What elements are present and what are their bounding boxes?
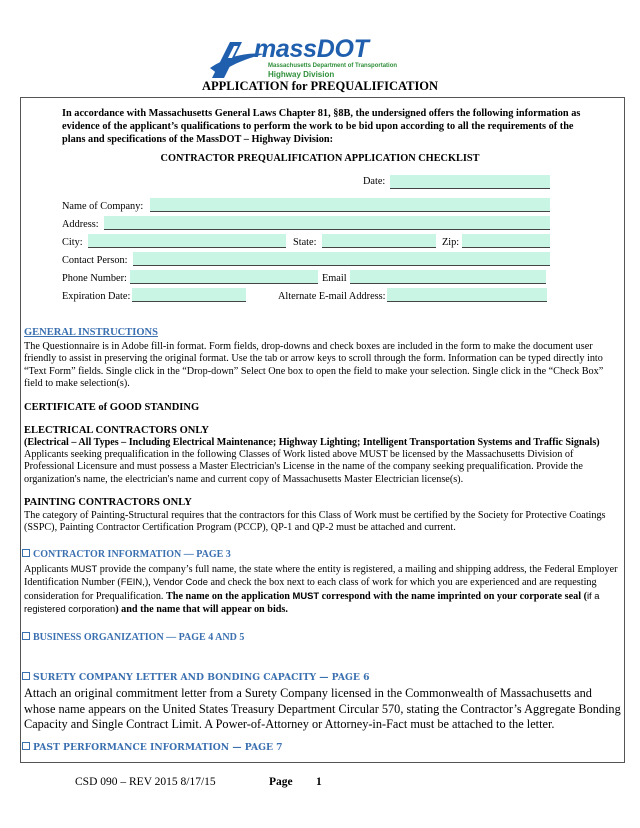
checkbox-icon[interactable] <box>22 632 30 640</box>
contractor-info-heading[interactable]: CONTRACTOR INFORMATION — PAGE 3 <box>22 549 231 560</box>
electrical-subheading: (Electrical – All Types – Including Electrical Maintenance; Highway Lighting; Intelligent Transportation Systems and Traffic Signals) <box>24 437 600 448</box>
city-input[interactable] <box>88 234 286 248</box>
checklist-title: CONTRACTOR PREQUALIFICATION APPLICATION CHECKLIST <box>160 153 480 164</box>
expiration-date-input[interactable] <box>132 288 246 302</box>
alt-email-label: Alternate E-mail Address: <box>278 291 386 302</box>
zip-input[interactable] <box>462 234 550 248</box>
electrical-text: Applicants seeking prequalification in the following Classes of Work listed above MUST be licensed by the Massachusetts Division of Professional Licensure and must possess a Master Electrician's License in the name of the company seeking prequalification. Provide the organization's name, the electrician's name and current copy of Massachusetts Master Electrician license(s). <box>24 449 583 485</box>
checkbox-icon[interactable] <box>22 672 30 680</box>
painting-heading: PAINTING CONTRACTORS ONLY <box>24 497 192 508</box>
footer <box>75 776 322 788</box>
intro-text: In accordance with Massachusetts General Laws Chapter 81, §8B, the undersigned offers the following information as evidence of the applicant’s qualifications to perform the work to be bid upon according to all the requirements of the plans and specifications of the MassDOT – Highway Division: <box>62 108 581 145</box>
surety-text: Attach an original commitment letter from a Surety Company licensed in the Commonwealth of Massachusetts and whose name appears on the United States Treasury Department Circular 570, stating the Contractor’s Aggregate Bonding Capacity and Single Contract Limit. A Power-of-Attorney or Attorney-in-Fact must be attached to the letter. <box>24 686 621 731</box>
massdot-logo <box>208 35 398 80</box>
zip-label: Zip: <box>442 237 460 248</box>
logo-department: Massachusetts Department of Transportation <box>268 63 398 69</box>
date-input[interactable] <box>390 175 550 189</box>
certificate-heading: CERTIFICATE of GOOD STANDING <box>24 402 200 413</box>
company-label: Name of Company: <box>62 201 144 212</box>
email-label: Email <box>322 273 347 284</box>
date-label: Date: <box>363 176 386 187</box>
page-label: Page <box>269 776 293 788</box>
company-name-input[interactable] <box>150 198 550 212</box>
state-label: State: <box>293 237 317 248</box>
form-revision-code: CSD 090 – REV 2015 8/17/15 <box>75 776 216 788</box>
expiration-label: Expiration Date: <box>62 291 131 302</box>
general-instructions-heading[interactable]: GENERAL INSTRUCTIONS <box>24 327 158 338</box>
page-number: 1 <box>316 776 322 788</box>
contractor-info-text: Applicants MUST provide the company’s full name, the state where the entity is registered, a mailing and shipping address, the Federal Employer Identification Number (FEIN,), Vendor Code and check the box next to each class of work for which you are experienced and are requesting consideration for Prequalification. The name on the application MUST correspond with the name imprinted on your corporate seal (if a registered corporation) and the name that will appear on bids. <box>24 563 618 616</box>
phone-label: Phone Number: <box>62 273 127 284</box>
business-org-heading[interactable]: BUSINESS ORGANIZATION — PAGE 4 AND 5 <box>22 632 244 643</box>
general-instructions-text: The Questionnaire is in Adobe fill-in format. Form fields, drop-downs and check boxes are included in the form to make the document user friendly to assist in preserving the original format. Use the tab or arrow keys to scroll through the form. Information can be typed directly into “Text Form” fields. Single click in the “Drop-down” Select One box to open the field to make your selection. Single click in the “Check Box” field to make selection(s). <box>24 341 604 390</box>
phone-input[interactable] <box>130 270 318 284</box>
surety-heading[interactable]: SURETY COMPANY LETTER AND BONDING CAPACITY — PAGE 6 <box>22 672 369 683</box>
past-performance-heading[interactable]: PAST PERFORMANCE INFORMATION — PAGE 7 <box>22 742 283 753</box>
painting-text: The category of Painting-Structural requires that the contractors for this Class of Work must be certified by the Society for Protective Coatings (SSPC), Painting Contractor Certification Program (PCCP), QP-1 and QP-2 must be attached and current. <box>24 510 606 534</box>
logo-division: Highway Division <box>268 70 335 79</box>
logo-brand: massDOT <box>254 35 369 63</box>
contact-label: Contact Person: <box>62 255 128 266</box>
city-label: City: <box>62 237 83 248</box>
page-title: APPLICATION for PREQUALIFICATION <box>201 79 439 93</box>
contact-person-input[interactable] <box>133 252 550 266</box>
email-input[interactable] <box>350 270 546 284</box>
address-label: Address: <box>62 219 99 230</box>
electrical-heading: ELECTRICAL CONTRACTORS ONLY <box>24 425 209 436</box>
state-input[interactable] <box>322 234 436 248</box>
alt-email-input[interactable] <box>387 288 547 302</box>
checkbox-icon[interactable] <box>22 549 30 557</box>
address-input[interactable] <box>104 216 550 230</box>
checkbox-icon[interactable] <box>22 742 30 750</box>
